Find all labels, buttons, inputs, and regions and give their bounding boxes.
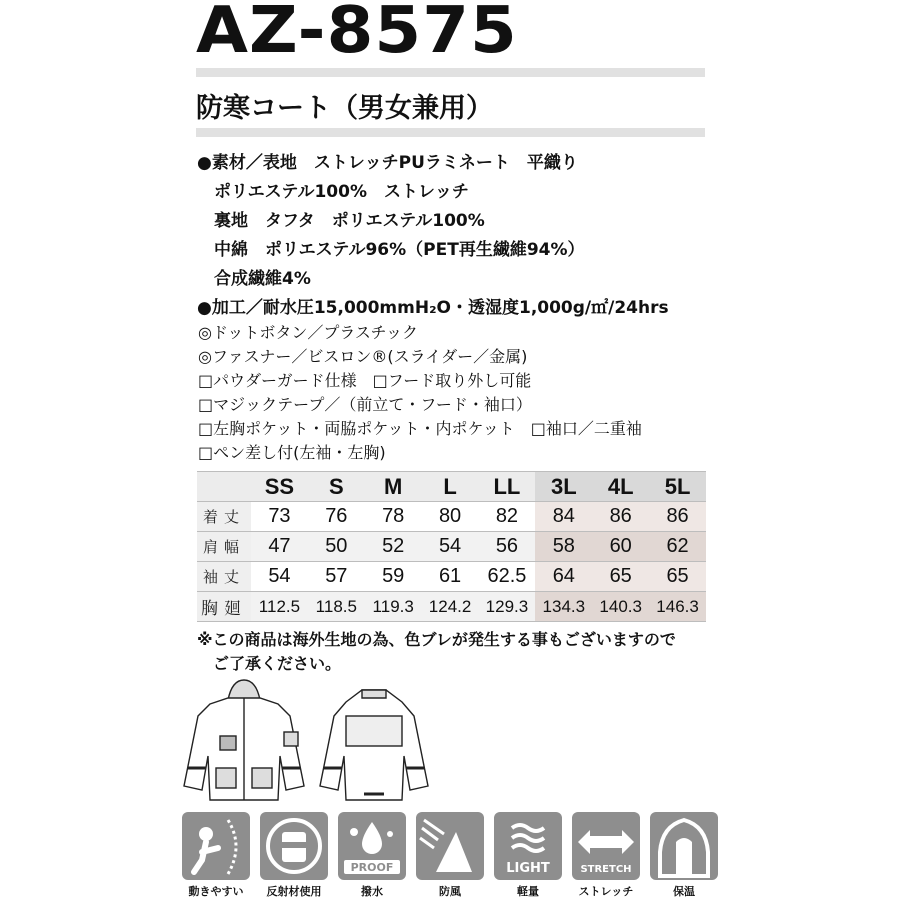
table-cell: 140.3 [592,592,649,622]
table-row [197,592,706,622]
spec-line: ●加工／耐水圧15,000mmH₂O・透湿度1,000g/㎡/24hrs [197,298,669,318]
table-row [197,532,706,562]
table-cell: 86 [592,502,649,532]
jacket-back-drawing [320,690,428,800]
jacket-front-drawing [184,680,304,800]
reflective-material-icon [260,812,328,880]
size-header: M [365,472,422,502]
table-cell: 56 [479,532,536,562]
lightweight-icon [494,812,562,880]
stretch-icon [572,812,640,880]
subtitle-divider [196,128,705,137]
table-cell: 146.3 [649,592,706,622]
option-line: □マジックテープ／（前立て・フード・袖口） [198,395,532,414]
table-cell: 60 [592,532,649,562]
table-cell: 47 [251,532,308,562]
feature-label: 防風 [439,885,461,898]
size-header: L [422,472,479,502]
spec-line: ポリエステル100% ストレッチ [197,182,469,202]
table-cell: 54 [251,562,308,592]
feature-label: 反射材使用 [266,885,322,898]
table-row [197,562,706,592]
table-cell: 73 [251,502,308,532]
row-label: 肩幅 [197,532,251,562]
table-cell: 119.3 [365,592,422,622]
table-row [197,502,706,532]
stretch-movement-icon [182,812,250,880]
feature-label: 動きやすい [188,885,244,898]
table-cell: 52 [365,532,422,562]
proof-badge-text: PROOF [350,861,394,874]
size-header: 5L [649,472,706,502]
table-cell: 50 [308,532,365,562]
option-line: □ペン差し付(左袖・左胸) [198,443,386,462]
water-proof-icon [338,812,406,880]
windproof-icon [416,812,484,880]
feature-label: ストレッチ [578,885,634,898]
table-cell: 112.5 [251,592,308,622]
table-cell: 62.5 [479,562,536,592]
spec-line: 中綿 ポリエステル96%（PET再生繊維94%） [197,240,585,260]
table-cell: 80 [422,502,479,532]
table-cell: 64 [535,562,592,592]
row-label: 袖丈 [197,562,251,592]
option-line: ◎ファスナー／ビスロン®(スライダー／金属) [198,347,528,366]
size-header: S [308,472,365,502]
table-cell: 76 [308,502,365,532]
title-divider [196,68,705,77]
table-cell: 86 [649,502,706,532]
warmth-icon [650,812,718,880]
option-line: □左胸ポケット・両脇ポケット・内ポケット □袖口／二重袖 [198,419,642,438]
table-cell: 59 [365,562,422,592]
size-header: LL [479,472,536,502]
table-cell: 65 [592,562,649,592]
table-cell: 57 [308,562,365,592]
product-code: AZ-8575 [196,0,518,68]
spec-line: 裏地 タフタ ポリエステル100% [197,211,485,231]
row-label: 着丈 [197,502,251,532]
size-header-row [197,472,706,502]
table-cell: 82 [479,502,536,532]
table-cell: 58 [535,532,592,562]
light-badge-text: LIGHT [506,861,550,876]
table-cell: 62 [649,532,706,562]
table-cell: 129.3 [479,592,536,622]
spec-line: ●素材／表地 ストレッチPUラミネート 平織り [197,153,578,173]
table-cell: 118.5 [308,592,365,622]
table-cell: 134.3 [535,592,592,622]
feature-label: 撥水 [361,885,383,898]
color-variation-note: ※この商品は海外生地の為、色ブレが発生する事もございますので [197,630,676,649]
table-cell: 65 [649,562,706,592]
option-line: □パウダーガード仕様 □フード取り外し可能 [198,371,532,390]
size-header: 3L [535,472,592,502]
color-variation-note: ご了承ください。 [197,654,342,673]
table-cell: 84 [535,502,592,532]
size-table [197,471,706,622]
table-cell: 124.2 [422,592,479,622]
option-line: ◎ドットボタン／プラスチック [198,323,419,342]
feature-label: 保温 [673,885,695,898]
row-label: 胸廻 [197,592,251,622]
product-name: 防寒コート（男女兼用） [196,93,493,124]
table-cell: 78 [365,502,422,532]
size-header-corner [197,472,251,502]
feature-label: 軽量 [517,885,539,898]
table-cell: 54 [422,532,479,562]
garment-illustration [180,676,440,804]
spec-line: 合成繊維4% [197,269,311,289]
size-header: SS [251,472,308,502]
table-cell: 61 [422,562,479,592]
stretch-badge-text: STRETCH [580,864,632,875]
size-header: 4L [592,472,649,502]
